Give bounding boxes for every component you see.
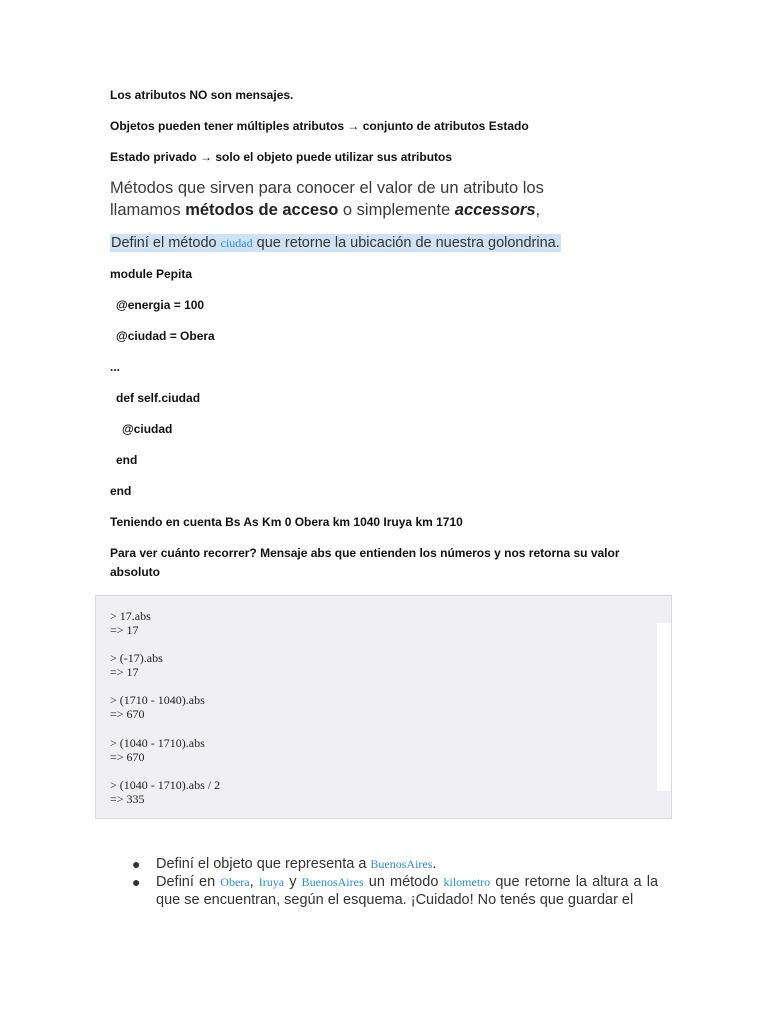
bold-term: métodos de acceso	[185, 201, 339, 219]
code-line: => 17	[110, 665, 139, 679]
highlighted-exercise	[110, 234, 561, 252]
paragraph-attributes-not-messages: Los atributos NO son mensajes.	[110, 88, 294, 102]
text-span: ,	[535, 201, 541, 219]
inline-code-iruya: Iruya	[258, 875, 285, 889]
module-line: module Pepita	[110, 267, 193, 281]
bullet-dot-icon: ●	[132, 874, 141, 890]
paragraph-accessors-line2	[110, 199, 540, 221]
text-span: o simplemente	[338, 201, 455, 219]
text-span: que retorne la ubicación de nuestra golondrina.	[252, 235, 560, 251]
module-line: @ciudad = Obera	[116, 329, 215, 343]
text-span: Definí el objeto que representa a	[156, 856, 371, 872]
code-line: > (1710 - 1040).abs	[110, 693, 205, 707]
text-span: un método	[363, 874, 444, 890]
text-span: Definí en	[156, 874, 221, 890]
module-line: ...	[110, 360, 121, 374]
italic-term: accessors	[454, 201, 536, 219]
paragraph-private-state: Estado privado → solo el objeto puede utilizar sus atributos	[110, 150, 453, 164]
module-line: @energia = 100	[116, 298, 205, 312]
code-line: > (-17).abs	[110, 651, 163, 665]
bullet-list	[130, 855, 658, 909]
bullet-dot-icon: ●	[132, 856, 141, 872]
text-span: llamamos	[110, 201, 186, 219]
paragraph-abs-line2: absoluto	[110, 565, 160, 579]
module-line: end	[110, 484, 132, 498]
code-line: > (1040 - 1710).abs	[110, 736, 205, 750]
module-line: @ciudad	[122, 422, 173, 436]
list-item	[130, 855, 658, 873]
inline-code-buenosaires: BuenosAires	[301, 875, 364, 889]
text-span: .	[432, 856, 437, 872]
code-line: > 17.abs	[110, 609, 151, 623]
code-box-scrollbar[interactable]	[657, 623, 671, 791]
inline-code-obera: Obera	[220, 875, 250, 889]
code-line: > (1040 - 1710).abs / 2	[110, 778, 221, 792]
paragraph-accessors-line1: Métodos que sirven para conocer el valor de un atributo los	[110, 179, 544, 197]
paragraph-abs-line1: Para ver cuánto recorrer? Mensaje abs que entienden los números y nos retorna su valor	[110, 546, 620, 560]
text-span: ,	[249, 874, 259, 890]
code-line: => 670	[110, 750, 145, 764]
paragraph-multiple-attributes: Objetos pueden tener múltiples atributos → conjunto de atributos Estado	[110, 119, 529, 133]
inline-code-buenosaires: BuenosAires	[370, 857, 433, 871]
paragraph-distances: Teniendo en cuenta Bs As Km 0 Obera km 1040 Iruya km 1710	[110, 515, 463, 529]
code-line: => 17	[110, 623, 139, 637]
inline-code-kilometro: kilometro	[443, 875, 491, 889]
code-line: => 335	[110, 792, 145, 806]
text-span: que retorne la altura a la que se encuentran, según el esquema. ¡Cuidado! No tenés que guardar el	[156, 874, 659, 908]
inline-code-ciudad: ciudad	[220, 236, 253, 250]
module-line: def self.ciudad	[116, 391, 201, 405]
code-line: => 670	[110, 707, 145, 721]
list-item	[130, 873, 658, 909]
text-span: Definí el método	[111, 235, 221, 251]
code-example-box	[95, 595, 672, 819]
text-span: y	[284, 874, 302, 890]
module-line: end	[116, 453, 138, 467]
